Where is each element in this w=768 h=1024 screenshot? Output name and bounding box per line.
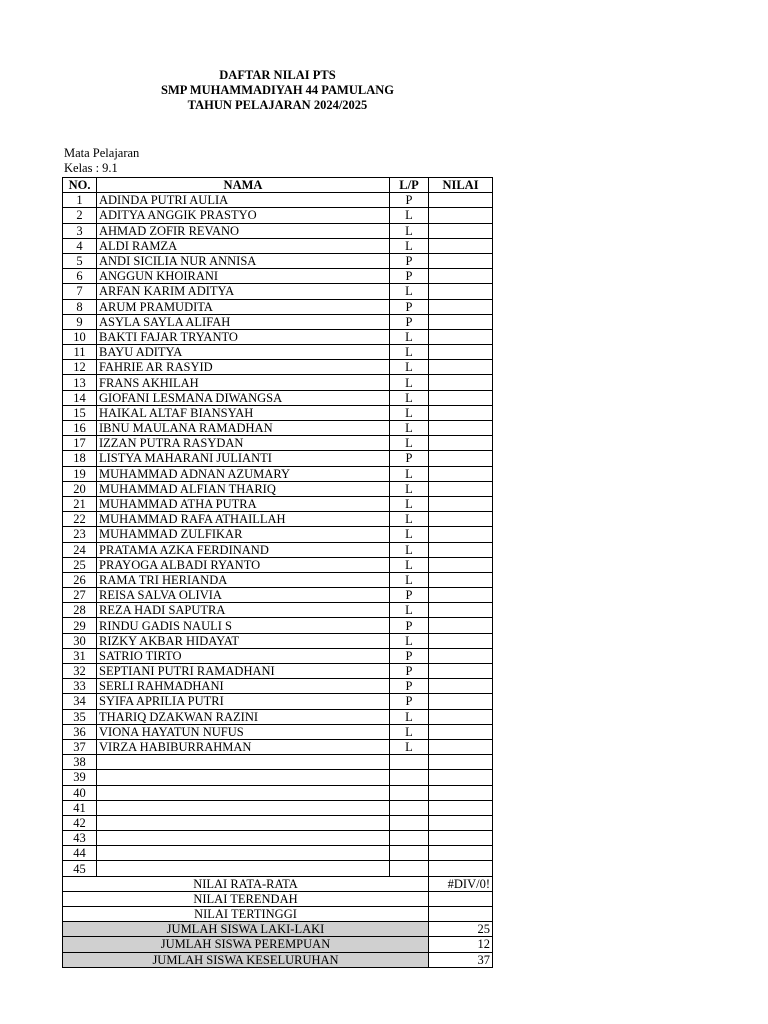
grade-cell[interactable] <box>429 253 493 268</box>
grade-cell[interactable] <box>429 724 493 739</box>
table-row <box>63 694 493 709</box>
gender-cell: P <box>390 679 429 694</box>
table-row <box>63 284 493 299</box>
gender-cell: L <box>390 481 429 496</box>
grade-cell[interactable] <box>429 785 493 800</box>
grade-cell[interactable] <box>429 238 493 253</box>
grade-cell[interactable] <box>429 709 493 724</box>
student-name-cell: MUHAMMAD ADNAN AZUMARY <box>97 466 390 481</box>
student-name-cell <box>97 861 390 876</box>
table-row <box>63 208 493 223</box>
summary-label: JUMLAH SISWA KESELURUHAN <box>63 952 429 967</box>
table-row <box>63 496 493 511</box>
table-row <box>63 405 493 420</box>
student-name-cell: PRAYOGA ALBADI RYANTO <box>97 557 390 572</box>
row-number-cell: 16 <box>63 421 97 436</box>
row-number-cell: 37 <box>63 739 97 754</box>
table-row <box>63 831 493 846</box>
gender-cell: L <box>390 405 429 420</box>
grade-cell[interactable] <box>429 345 493 360</box>
document-title: DAFTAR NILAI PTS <box>219 68 336 82</box>
gender-cell <box>390 846 429 861</box>
grade-cell[interactable] <box>429 770 493 785</box>
table-row <box>63 603 493 618</box>
row-number-cell: 12 <box>63 360 97 375</box>
grade-cell[interactable] <box>429 421 493 436</box>
student-name-cell: ARUM PRAMUDITA <box>97 299 390 314</box>
student-name-cell <box>97 815 390 830</box>
gender-cell: L <box>390 512 429 527</box>
row-number-cell: 41 <box>63 800 97 815</box>
row-number-cell: 11 <box>63 345 97 360</box>
summary-label: NILAI RATA-RATA <box>63 876 429 891</box>
row-number-cell: 42 <box>63 815 97 830</box>
gender-cell <box>390 800 429 815</box>
row-number-cell: 23 <box>63 527 97 542</box>
grade-cell[interactable] <box>429 861 493 876</box>
student-name-cell: SERLI RAHMADHANI <box>97 679 390 694</box>
student-name-cell: SEPTIANI PUTRI RAMADHANI <box>97 664 390 679</box>
table-row <box>63 815 493 830</box>
table-row <box>63 360 493 375</box>
table-row <box>63 223 493 238</box>
grade-cell[interactable] <box>429 269 493 284</box>
student-name-cell: BAYU ADITYA <box>97 345 390 360</box>
table-row <box>63 527 493 542</box>
grade-cell[interactable] <box>429 557 493 572</box>
table-row <box>63 724 493 739</box>
gender-cell <box>390 785 429 800</box>
gender-cell: L <box>390 633 429 648</box>
gender-cell: L <box>390 208 429 223</box>
gender-cell: L <box>390 466 429 481</box>
row-number-cell: 24 <box>63 542 97 557</box>
grade-cell[interactable] <box>429 405 493 420</box>
table-row <box>63 739 493 754</box>
student-name-cell: BAKTI FAJAR TRYANTO <box>97 329 390 344</box>
table-row <box>63 709 493 724</box>
row-number-cell: 10 <box>63 329 97 344</box>
student-name-cell: AHMAD ZOFIR REVANO <box>97 223 390 238</box>
student-name-cell: GIOFANI LESMANA DIWANGSA <box>97 390 390 405</box>
grade-cell[interactable] <box>429 542 493 557</box>
table-row <box>63 588 493 603</box>
table-row <box>63 557 493 572</box>
row-number-cell: 34 <box>63 694 97 709</box>
table-row <box>63 436 493 451</box>
summary-label: NILAI TERENDAH <box>63 891 429 906</box>
grade-cell[interactable] <box>429 527 493 542</box>
gender-cell: L <box>390 527 429 542</box>
student-name-cell <box>97 770 390 785</box>
student-name-cell: IBNU MAULANA RAMADHAN <box>97 421 390 436</box>
gender-cell: L <box>390 572 429 587</box>
summary-value <box>429 891 493 906</box>
table-row <box>63 512 493 527</box>
student-name-cell: MUHAMMAD ATHA PUTRA <box>97 496 390 511</box>
row-number-cell: 17 <box>63 436 97 451</box>
gender-cell: L <box>390 223 429 238</box>
student-name-cell: RAMA TRI HERIANDA <box>97 572 390 587</box>
table-row <box>63 618 493 633</box>
grade-cell[interactable] <box>429 618 493 633</box>
row-number-cell: 39 <box>63 770 97 785</box>
gender-cell: L <box>390 390 429 405</box>
gender-cell <box>390 755 429 770</box>
table-row <box>63 466 493 481</box>
student-name-cell: MUHAMMAD RAFA ATHAILLAH <box>97 512 390 527</box>
row-number-cell: 9 <box>63 314 97 329</box>
gender-cell: P <box>390 588 429 603</box>
grade-cell[interactable] <box>429 664 493 679</box>
summary-value: 12 <box>429 937 493 952</box>
table-row <box>63 755 493 770</box>
row-number-cell: 35 <box>63 709 97 724</box>
row-number-cell: 43 <box>63 831 97 846</box>
grade-cell[interactable] <box>429 633 493 648</box>
student-name-cell <box>97 755 390 770</box>
student-name-cell <box>97 800 390 815</box>
grade-cell[interactable] <box>429 451 493 466</box>
grade-cell[interactable] <box>429 512 493 527</box>
gender-cell <box>390 831 429 846</box>
row-number-cell: 36 <box>63 724 97 739</box>
student-name-cell: RINDU GADIS NAULI S <box>97 618 390 633</box>
table-row <box>63 421 493 436</box>
summary-value: #DIV/0! <box>429 876 493 891</box>
row-number-cell: 4 <box>63 238 97 253</box>
grade-cell[interactable] <box>429 648 493 663</box>
table-row <box>63 238 493 253</box>
student-name-cell: RIZKY AKBAR HIDAYAT <box>97 633 390 648</box>
header-nama: NAMA <box>97 178 390 193</box>
table-row <box>63 633 493 648</box>
student-name-cell: SYIFA APRILIA PUTRI <box>97 694 390 709</box>
row-number-cell: 25 <box>63 557 97 572</box>
summary-row <box>63 922 493 937</box>
gender-cell <box>390 861 429 876</box>
gender-cell: L <box>390 724 429 739</box>
grade-cell[interactable] <box>429 436 493 451</box>
summary-row <box>63 907 493 922</box>
table-row <box>63 800 493 815</box>
table-row <box>63 785 493 800</box>
summary-value <box>429 907 493 922</box>
header-no: NO. <box>63 178 97 193</box>
grade-cell[interactable] <box>429 481 493 496</box>
header-lp: L/P <box>390 178 429 193</box>
gender-cell: L <box>390 421 429 436</box>
grade-cell[interactable] <box>429 739 493 754</box>
grade-cell[interactable] <box>429 284 493 299</box>
gender-cell: L <box>390 496 429 511</box>
summary-label: JUMLAH SISWA PEREMPUAN <box>63 937 429 952</box>
student-name-cell: VIONA HAYATUN NUFUS <box>97 724 390 739</box>
grade-cell[interactable] <box>429 694 493 709</box>
summary-row <box>63 876 493 891</box>
grade-cell[interactable] <box>429 588 493 603</box>
grade-cell[interactable] <box>429 390 493 405</box>
gender-cell <box>390 770 429 785</box>
gender-cell: L <box>390 436 429 451</box>
grade-cell[interactable] <box>429 299 493 314</box>
subject-label: Mata Pelajaran <box>64 146 140 160</box>
student-name-cell: ASYLA SAYLA ALIFAH <box>97 314 390 329</box>
table-row <box>63 770 493 785</box>
summary-row <box>63 891 493 906</box>
gender-cell: P <box>390 299 429 314</box>
gender-cell: L <box>390 709 429 724</box>
gender-cell: L <box>390 329 429 344</box>
grade-cell[interactable] <box>429 572 493 587</box>
student-name-cell: REISA SALVA OLIVIA <box>97 588 390 603</box>
table-row <box>63 664 493 679</box>
academic-year: TAHUN PELAJARAN 2024/2025 <box>187 98 368 112</box>
grade-cell[interactable] <box>429 755 493 770</box>
row-number-cell: 15 <box>63 405 97 420</box>
table-row <box>63 846 493 861</box>
student-name-cell: FRANS AKHILAH <box>97 375 390 390</box>
table-row <box>63 375 493 390</box>
row-number-cell: 1 <box>63 193 97 208</box>
summary-row <box>63 952 493 967</box>
grade-cell[interactable] <box>429 679 493 694</box>
gender-cell: P <box>390 648 429 663</box>
grade-cell[interactable] <box>429 314 493 329</box>
row-number-cell: 3 <box>63 223 97 238</box>
student-name-cell: ADITYA ANGGIK PRASTYO <box>97 208 390 223</box>
table-row <box>63 193 493 208</box>
student-name-cell: VIRZA HABIBURRAHMAN <box>97 739 390 754</box>
grade-cell[interactable] <box>429 360 493 375</box>
student-name-cell: SATRIO TIRTO <box>97 648 390 663</box>
student-name-cell: MUHAMMAD ALFIAN THARIQ <box>97 481 390 496</box>
gender-cell: L <box>390 360 429 375</box>
gender-cell <box>390 815 429 830</box>
grade-cell[interactable] <box>429 193 493 208</box>
row-number-cell: 8 <box>63 299 97 314</box>
summary-label: JUMLAH SISWA LAKI-LAKI <box>63 922 429 937</box>
class-label: Kelas : 9.1 <box>64 161 118 175</box>
gender-cell: P <box>390 193 429 208</box>
table-row <box>63 390 493 405</box>
grade-cell[interactable] <box>429 603 493 618</box>
row-number-cell: 22 <box>63 512 97 527</box>
gender-cell: L <box>390 603 429 618</box>
gender-cell: P <box>390 253 429 268</box>
grade-cell[interactable] <box>429 223 493 238</box>
table-row <box>63 345 493 360</box>
row-number-cell: 32 <box>63 664 97 679</box>
row-number-cell: 7 <box>63 284 97 299</box>
grade-cell[interactable] <box>429 466 493 481</box>
table-row <box>63 314 493 329</box>
grade-cell[interactable] <box>429 208 493 223</box>
student-name-cell: ADINDA PUTRI AULIA <box>97 193 390 208</box>
grade-cell[interactable] <box>429 800 493 815</box>
student-name-cell <box>97 785 390 800</box>
header-nilai: NILAI <box>429 178 493 193</box>
row-number-cell: 40 <box>63 785 97 800</box>
student-name-cell: THARIQ DZAKWAN RAZINI <box>97 709 390 724</box>
row-number-cell: 29 <box>63 618 97 633</box>
school-name: SMP MUHAMMADIYAH 44 PAMULANG <box>161 83 394 97</box>
row-number-cell: 13 <box>63 375 97 390</box>
student-name-cell: PRATAMA AZKA FERDINAND <box>97 542 390 557</box>
gender-cell: L <box>390 542 429 557</box>
gender-cell: L <box>390 375 429 390</box>
grade-cell[interactable] <box>429 496 493 511</box>
student-name-cell: ANGGUN KHOIRANI <box>97 269 390 284</box>
gender-cell: L <box>390 238 429 253</box>
table-row <box>63 481 493 496</box>
row-number-cell: 2 <box>63 208 97 223</box>
row-number-cell: 5 <box>63 253 97 268</box>
student-name-cell: ALDI RAMZA <box>97 238 390 253</box>
gender-cell: L <box>390 284 429 299</box>
table-row <box>63 299 493 314</box>
grade-cell[interactable] <box>429 831 493 846</box>
table-row <box>63 861 493 876</box>
row-number-cell: 38 <box>63 755 97 770</box>
summary-value: 25 <box>429 922 493 937</box>
gender-cell: P <box>390 618 429 633</box>
row-number-cell: 6 <box>63 269 97 284</box>
student-name-cell <box>97 831 390 846</box>
row-number-cell: 21 <box>63 496 97 511</box>
table-row <box>63 679 493 694</box>
gender-cell: L <box>390 345 429 360</box>
row-number-cell: 33 <box>63 679 97 694</box>
gender-cell: P <box>390 664 429 679</box>
row-number-cell: 45 <box>63 861 97 876</box>
student-name-cell: LISTYA MAHARANI JULIANTI <box>97 451 390 466</box>
table-row <box>63 572 493 587</box>
student-name-cell: ANDI SICILIA NUR ANNISA <box>97 253 390 268</box>
grade-cell[interactable] <box>429 815 493 830</box>
table-row <box>63 542 493 557</box>
gender-cell: L <box>390 557 429 572</box>
row-number-cell: 27 <box>63 588 97 603</box>
summary-label: NILAI TERTINGGI <box>63 907 429 922</box>
student-name-cell: MUHAMMAD ZULFIKAR <box>97 527 390 542</box>
table-row <box>63 648 493 663</box>
document-title-block <box>62 68 493 113</box>
gender-cell: P <box>390 694 429 709</box>
student-name-cell: FAHRIE AR RASYID <box>97 360 390 375</box>
grade-cell[interactable] <box>429 846 493 861</box>
grade-cell[interactable] <box>429 375 493 390</box>
student-name-cell: IZZAN PUTRA RASYDAN <box>97 436 390 451</box>
row-number-cell: 20 <box>63 481 97 496</box>
row-number-cell: 19 <box>63 466 97 481</box>
row-number-cell: 26 <box>63 572 97 587</box>
row-number-cell: 28 <box>63 603 97 618</box>
grade-cell[interactable] <box>429 329 493 344</box>
table-row <box>63 269 493 284</box>
student-name-cell: HAIKAL ALTAF BIANSYAH <box>97 405 390 420</box>
row-number-cell: 30 <box>63 633 97 648</box>
table-row <box>63 253 493 268</box>
table-row <box>63 451 493 466</box>
row-number-cell: 31 <box>63 648 97 663</box>
row-number-cell: 18 <box>63 451 97 466</box>
student-name-cell <box>97 846 390 861</box>
summary-value: 37 <box>429 952 493 967</box>
row-number-cell: 44 <box>63 846 97 861</box>
table-header-row <box>63 178 493 193</box>
student-name-cell: ARFAN KARIM ADITYA <box>97 284 390 299</box>
gender-cell: P <box>390 451 429 466</box>
gender-cell: P <box>390 269 429 284</box>
table-row <box>63 329 493 344</box>
student-name-cell: REZA HADI SAPUTRA <box>97 603 390 618</box>
row-number-cell: 14 <box>63 390 97 405</box>
summary-row <box>63 937 493 952</box>
grades-table <box>62 177 493 968</box>
gender-cell: P <box>390 314 429 329</box>
gender-cell: L <box>390 739 429 754</box>
